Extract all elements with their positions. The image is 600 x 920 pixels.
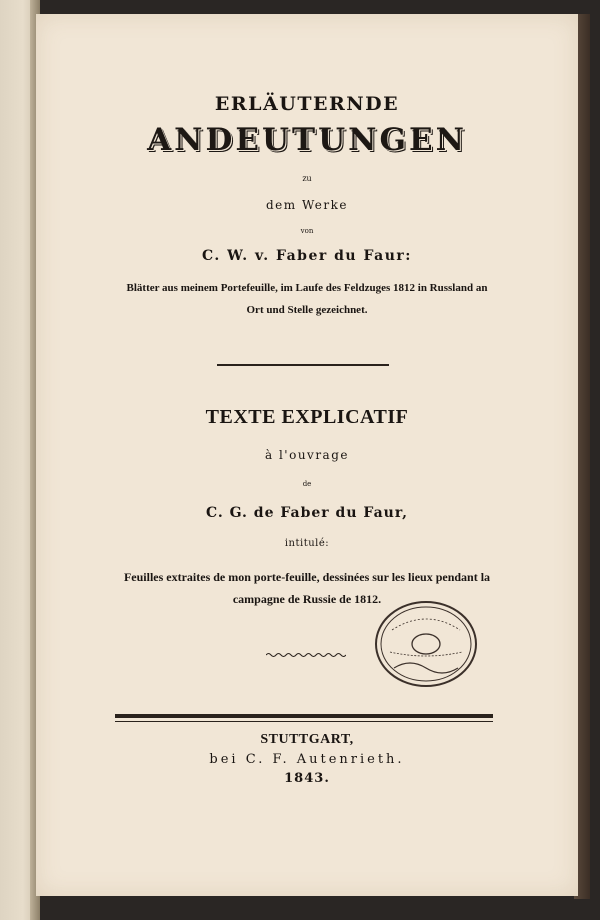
title-line-2: ANDEUTUNGEN [147, 122, 467, 158]
author-german: C. W. v. Faber du Faur: [202, 248, 412, 264]
subtitle-french-line-2: campagne de Russie de 1812. [232, 592, 382, 606]
word-intitule: intitulé: [284, 538, 330, 549]
title-line-1: ERLÄUTERNDE [214, 93, 400, 115]
ornament-divider [266, 652, 346, 658]
word-zu: zu [302, 174, 312, 183]
library-stamp [374, 600, 478, 688]
word-de: de [302, 480, 312, 488]
imprint-publisher: bei C. F. Autenrieth. [209, 752, 405, 767]
word-von: von [300, 227, 314, 235]
subtitle-german-line-2: Ort und Stelle gezeichnet. [246, 304, 368, 316]
imprint-rule-thick [115, 714, 493, 718]
imprint-rule-thin [115, 721, 493, 722]
author-french: C. G. de Faber du Faur, [205, 505, 409, 521]
word-dem-werke: dem Werke [265, 198, 349, 212]
subtitle-french-line-1: Feuilles extraites de mon porte-feuille, dessinées sur les lieux pendant la [123, 570, 491, 584]
subtitle-german-line-1: Blätter aus meinem Portefeuille, im Laufe des Feldzuges 1812 in Russland an [126, 282, 488, 294]
imprint-place: STUTTGART, [260, 732, 354, 747]
imprint-year: 1843. [284, 771, 330, 786]
title-page [36, 14, 578, 896]
french-title: TEXTE EXPLICATIF [205, 406, 409, 428]
word-a-louvrage: à l'ouvrage [264, 448, 349, 462]
section-divider [217, 364, 389, 366]
